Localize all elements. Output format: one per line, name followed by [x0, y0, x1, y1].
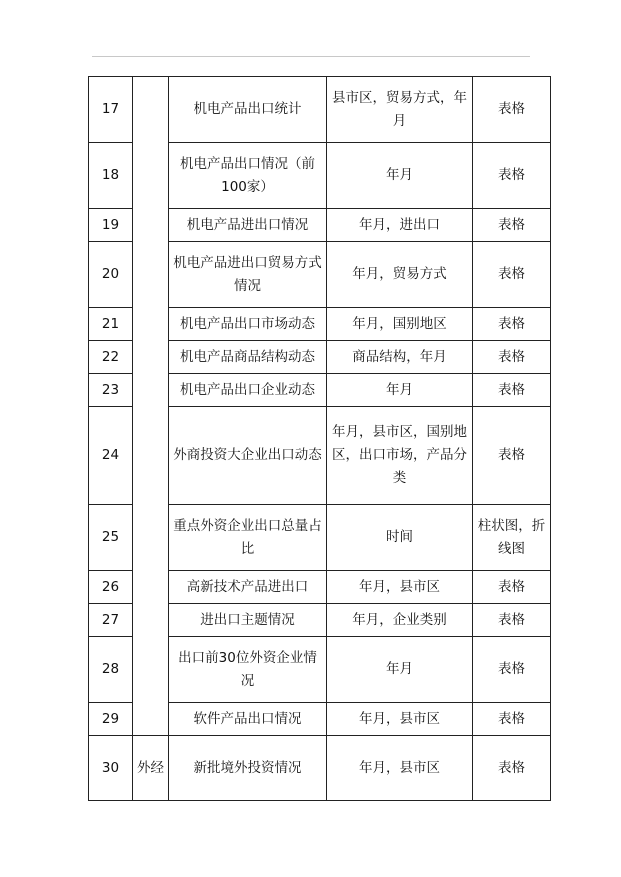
item-format: 表格	[473, 571, 551, 604]
item-format: 表格	[473, 77, 551, 143]
item-format: 表格	[473, 143, 551, 209]
item-dimensions: 年月，县市区	[327, 736, 473, 801]
item-name: 机电产品商品结构动态	[169, 341, 327, 374]
item-format: 表格	[473, 308, 551, 341]
row-number: 28	[89, 637, 133, 703]
item-name: 外商投资大企业出口动态	[169, 407, 327, 505]
data-table	[88, 76, 551, 801]
row-number: 30	[89, 736, 133, 801]
item-dimensions: 年月	[327, 374, 473, 407]
row-number: 17	[89, 77, 133, 143]
item-name: 机电产品出口统计	[169, 77, 327, 143]
item-name: 高新技术产品进出口	[169, 571, 327, 604]
row-number: 29	[89, 703, 133, 736]
item-format: 表格	[473, 736, 551, 801]
row-number: 23	[89, 374, 133, 407]
item-dimensions: 年月，贸易方式	[327, 242, 473, 308]
item-name: 重点外资企业出口总量占比	[169, 505, 327, 571]
item-name: 机电产品出口市场动态	[169, 308, 327, 341]
item-name: 机电产品出口企业动态	[169, 374, 327, 407]
item-dimensions: 商品结构，年月	[327, 341, 473, 374]
item-dimensions: 年月，进出口	[327, 209, 473, 242]
page-header-rule	[92, 56, 530, 57]
item-format: 表格	[473, 703, 551, 736]
item-name: 软件产品出口情况	[169, 703, 327, 736]
item-dimensions: 年月，国别地区	[327, 308, 473, 341]
category-label: 外经	[133, 736, 169, 801]
table-row	[89, 77, 551, 143]
row-number: 22	[89, 341, 133, 374]
item-format: 表格	[473, 374, 551, 407]
row-number: 20	[89, 242, 133, 308]
item-name: 进出口主题情况	[169, 604, 327, 637]
item-format: 表格	[473, 341, 551, 374]
item-format: 表格	[473, 604, 551, 637]
row-number: 24	[89, 407, 133, 505]
item-dimensions: 年月，县市区	[327, 571, 473, 604]
item-dimensions: 县市区，贸易方式，年月	[327, 77, 473, 143]
row-number: 25	[89, 505, 133, 571]
item-name: 机电产品进出口贸易方式情况	[169, 242, 327, 308]
item-format: 表格	[473, 209, 551, 242]
item-dimensions: 时间	[327, 505, 473, 571]
row-number: 21	[89, 308, 133, 341]
item-dimensions: 年月，企业类别	[327, 604, 473, 637]
item-name: 新批境外投资情况	[169, 736, 327, 801]
item-name: 机电产品进出口情况	[169, 209, 327, 242]
category-cell-blank	[133, 77, 169, 736]
item-dimensions: 年月，县市区	[327, 703, 473, 736]
item-dimensions: 年月	[327, 143, 473, 209]
row-number: 18	[89, 143, 133, 209]
item-format: 表格	[473, 637, 551, 703]
item-name: 机电产品出口情况（前100家）	[169, 143, 327, 209]
item-dimensions: 年月	[327, 637, 473, 703]
row-number: 19	[89, 209, 133, 242]
table-row	[89, 736, 551, 801]
item-dimensions: 年月，县市区，国别地区，出口市场，产品分类	[327, 407, 473, 505]
item-format: 表格	[473, 407, 551, 505]
item-format: 柱状图，折线图	[473, 505, 551, 571]
item-name: 出口前30位外资企业情况	[169, 637, 327, 703]
row-number: 26	[89, 571, 133, 604]
item-format: 表格	[473, 242, 551, 308]
row-number: 27	[89, 604, 133, 637]
